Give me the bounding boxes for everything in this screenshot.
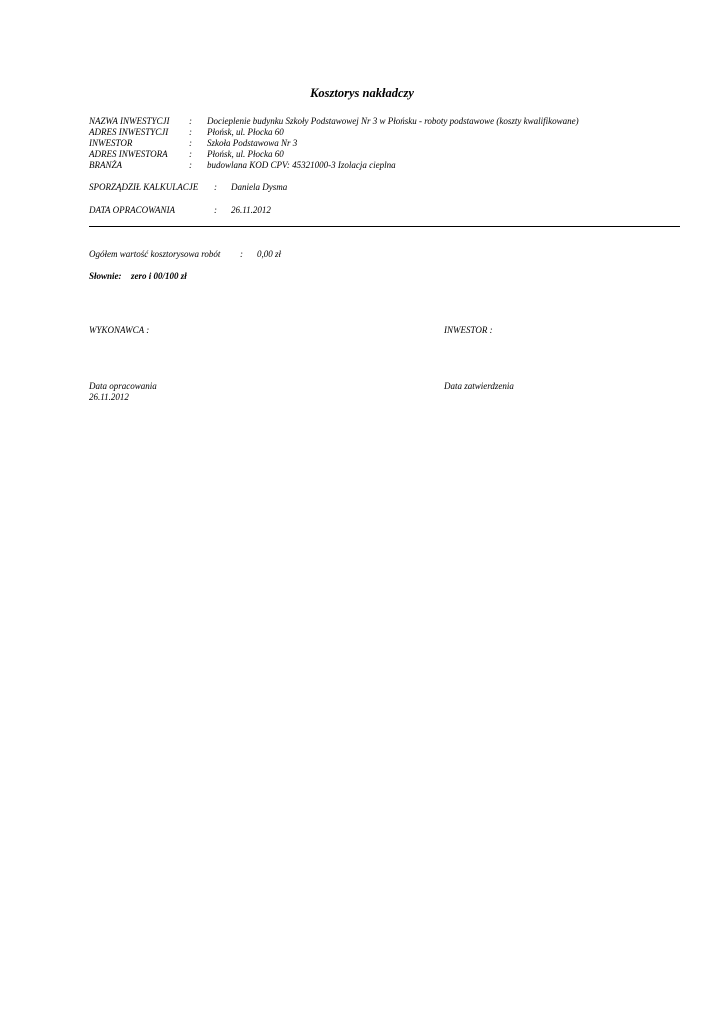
total-value: 0,00 zł — [257, 249, 282, 259]
field-value: Docieplenie budynku Szkoły Podstawowej Nr 3 w Płońsku - roboty podstawowe (koszty kwalifikowane) — [207, 116, 579, 126]
field-separator: : — [214, 182, 217, 192]
prepared-date-label: Data opracowania — [89, 381, 157, 391]
total-label: Ogółem wartość kosztorysowa robót — [89, 249, 221, 259]
field-value: Daniela Dysma — [231, 182, 288, 192]
field-label: NAZWA INWESTYCJI — [89, 116, 170, 126]
total-separator: : — [240, 249, 243, 259]
field-value: Płońsk, ul. Płocka 60 — [207, 149, 284, 159]
field-separator: : — [189, 160, 192, 170]
field-label: INWESTOR — [89, 138, 133, 148]
in-words-label: Słownie: — [89, 271, 122, 281]
approval-date-label: Data zatwierdzenia — [444, 381, 514, 391]
field-separator: : — [189, 138, 192, 148]
field-label: BRANŻA — [89, 160, 122, 170]
field-value: Płońsk, ul. Płocka 60 — [207, 127, 284, 137]
field-separator: : — [189, 149, 192, 159]
field-label: ADRES INWESTORA — [89, 149, 168, 159]
field-separator: : — [189, 127, 192, 137]
document-title: Kosztorys nakładczy — [310, 86, 414, 100]
field-label: DATA OPRACOWANIA — [89, 205, 175, 215]
contractor-label: WYKONAWCA : — [89, 325, 150, 335]
field-label: ADRES INWESTYCJI — [89, 127, 169, 137]
field-value: budowlana KOD CPV: 45321000-3 Izolacja cieplna — [207, 160, 396, 170]
field-separator: : — [214, 205, 217, 215]
field-value: 26.11.2012 — [231, 205, 271, 215]
field-separator: : — [189, 116, 192, 126]
field-value: Szkoła Podstawowa Nr 3 — [207, 138, 298, 148]
prepared-date-value: 26.11.2012 — [89, 392, 129, 402]
investor-label: INWESTOR : — [444, 325, 493, 335]
in-words-value: zero i 00/100 zł — [131, 271, 187, 281]
horizontal-divider — [89, 226, 680, 227]
field-label: SPORZĄDZIŁ KALKULACJE — [89, 182, 199, 192]
